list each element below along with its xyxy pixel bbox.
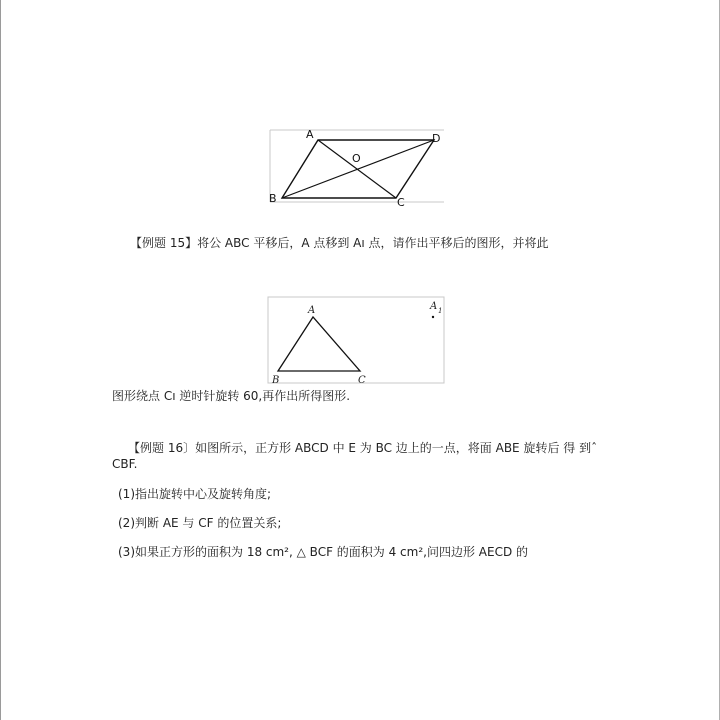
- example-15-line-1: 【例题 15】将公 ABC 平移后，A 点移到 Aı 点，请作出平移后的图形，并将此: [130, 236, 549, 250]
- label-a: A: [306, 128, 314, 141]
- example-16-line-1: 【例题 16〕如图所示，正方形 ABCD 中 E 为 BC 边上的一点，将面 ABE 旋转后 得 到ˆ: [128, 441, 598, 455]
- label-a1: A: [430, 301, 438, 312]
- page-border-left: [0, 0, 1, 720]
- point-a1: [432, 316, 434, 318]
- example-16-question-3: (3)如果正方形的面积为 18 cm², △ BCF 的面积为 4 cm²,问四边形 AECD 的: [118, 545, 528, 559]
- example-15-line-2: 图形绕点 Cı 逆时针旋转 60,再作出所得图形.: [112, 389, 351, 403]
- parallelogram-figure: [264, 128, 448, 206]
- label-a1-subscript: 1: [438, 307, 443, 315]
- label-o: O: [352, 152, 361, 165]
- label-d: D: [432, 132, 441, 145]
- triangle-figure: [266, 295, 448, 387]
- example-16-question-1: (1)指出旋转中心及旋转角度;: [118, 487, 272, 501]
- label-b: B: [272, 375, 280, 386]
- example-16-question-2: (2)判断 AE 与 CF 的位置关系;: [118, 516, 282, 530]
- figure-frame: [268, 297, 444, 383]
- label-b: B: [269, 192, 277, 205]
- label-c: C: [397, 196, 405, 206]
- diagonal-bd: [282, 140, 434, 198]
- example-16-line-2: CBF.: [112, 457, 138, 471]
- label-c: C: [358, 375, 366, 386]
- label-a: A: [308, 305, 316, 316]
- triangle-abc: [278, 317, 360, 371]
